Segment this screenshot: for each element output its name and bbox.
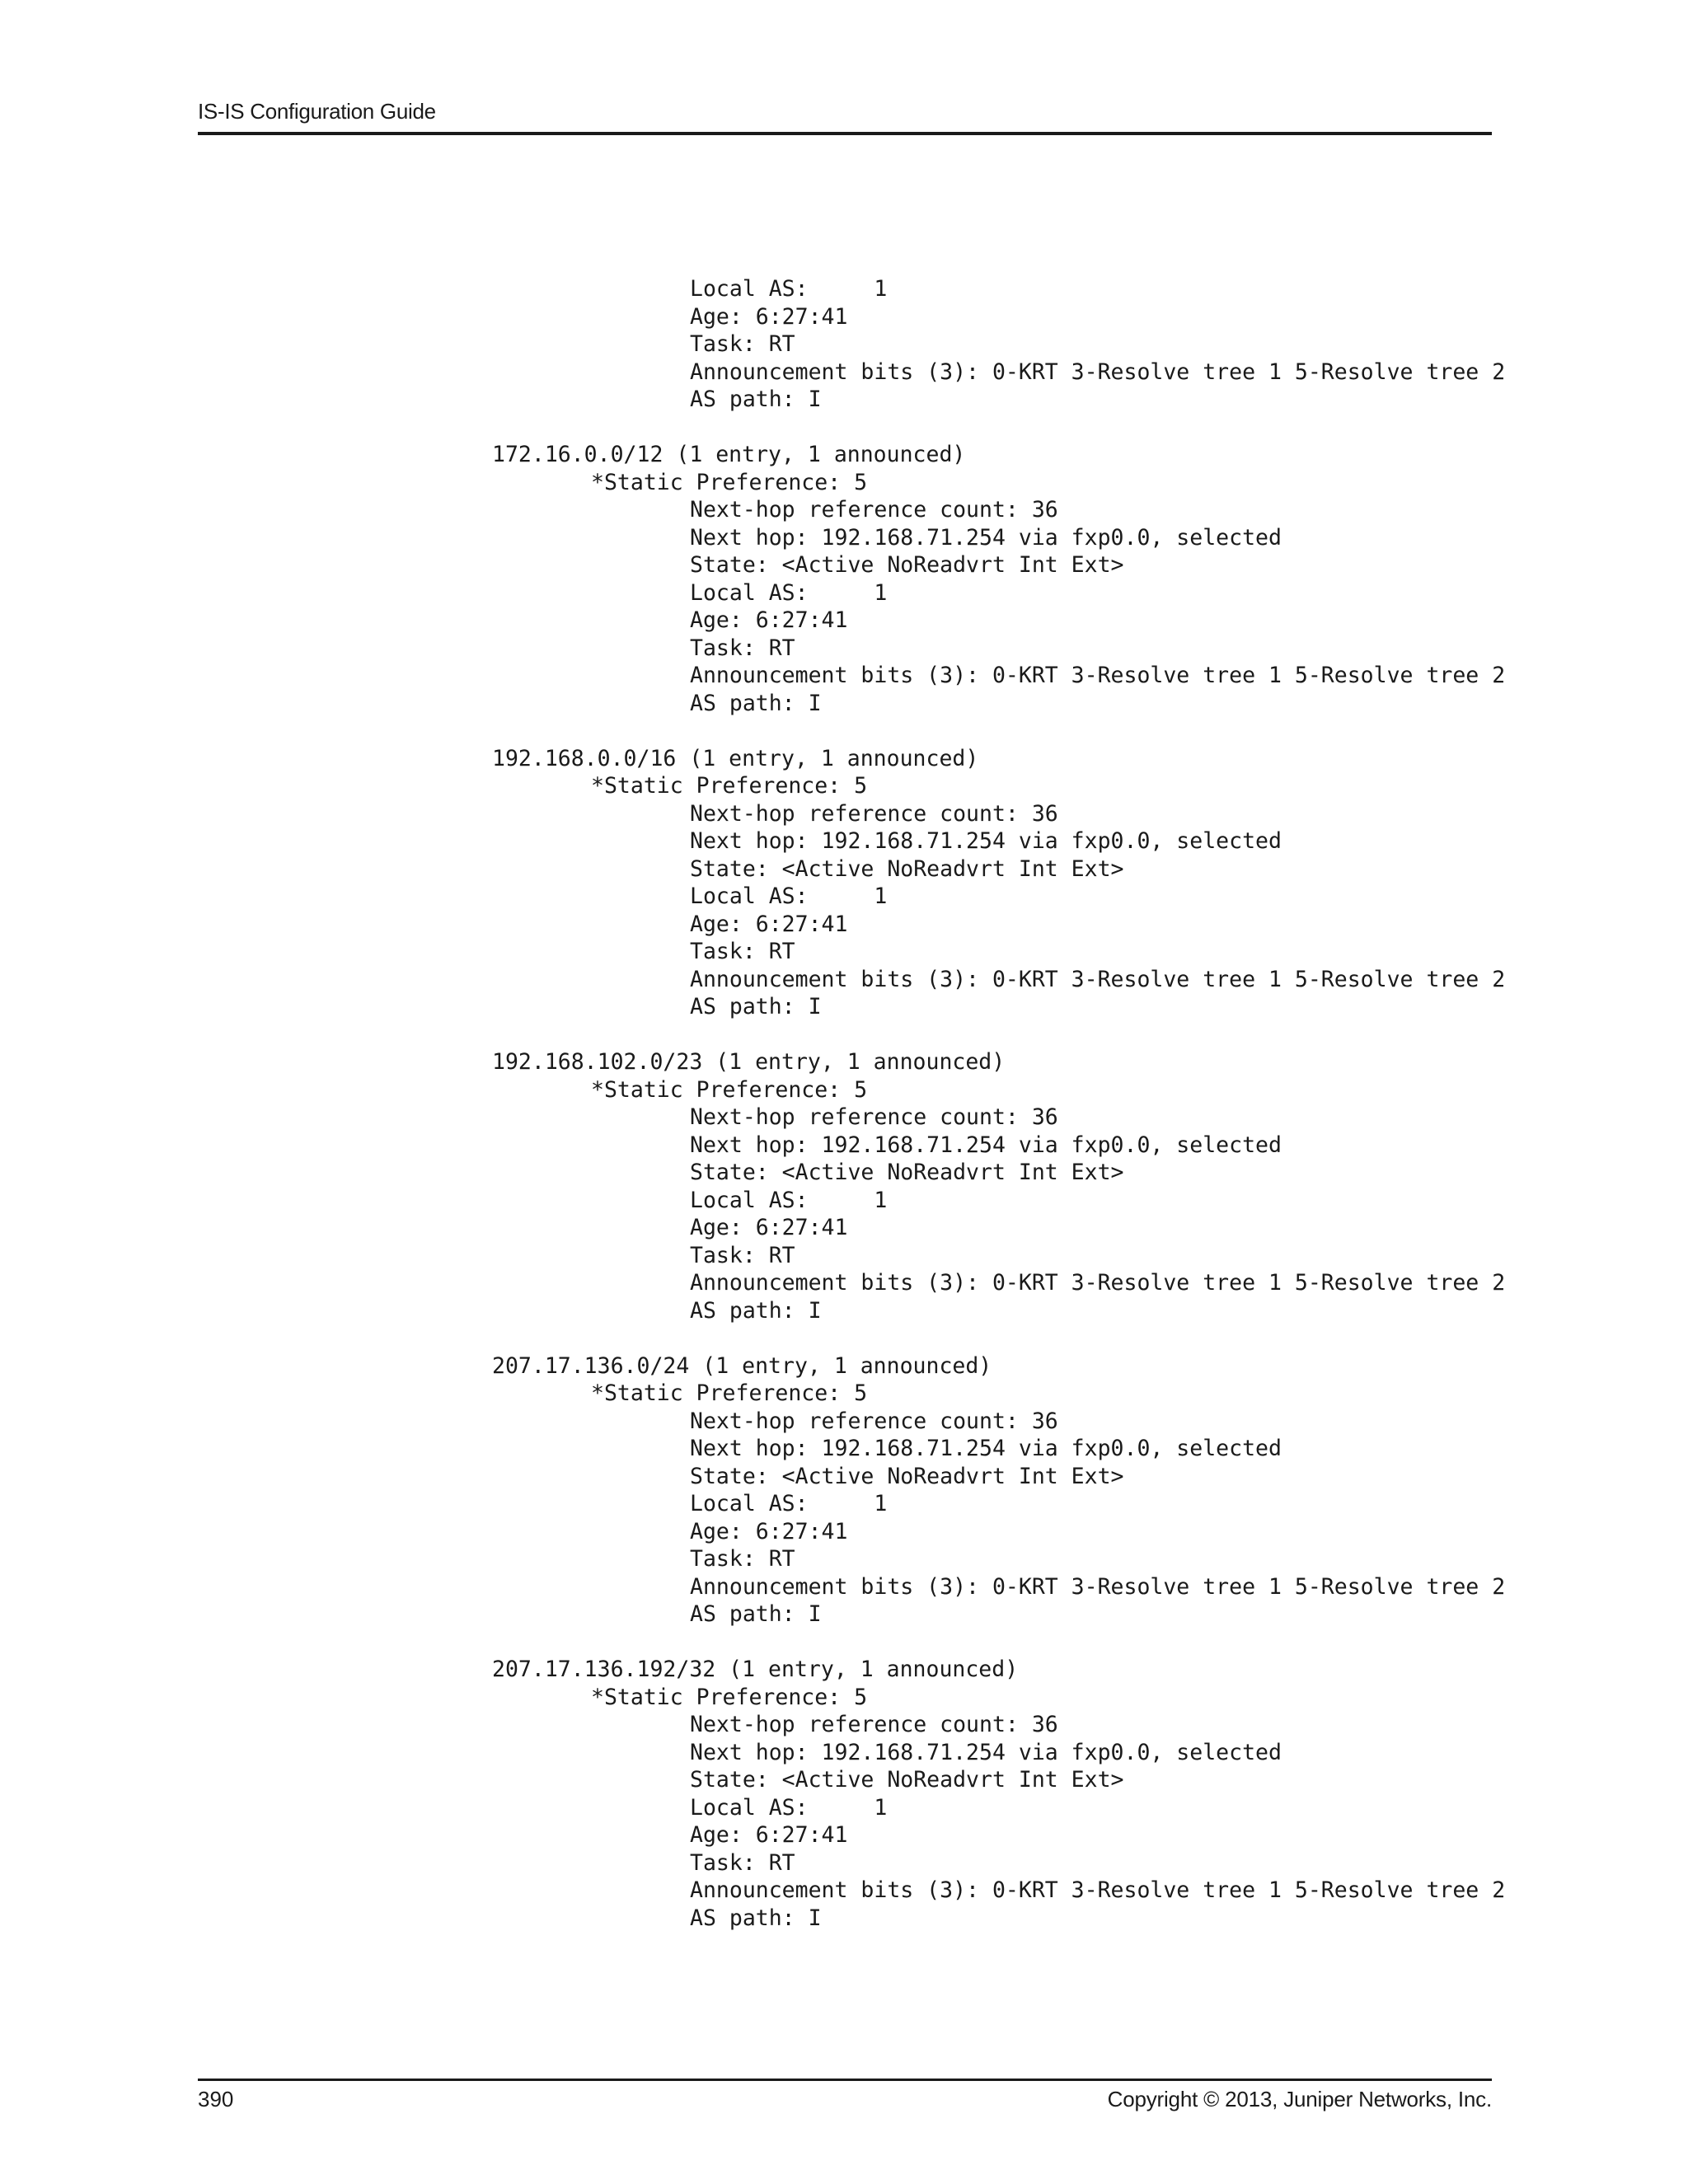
code-line-text: 192.168.0.0/16 (1 entry, 1 announced) xyxy=(492,745,979,771)
code-line-text: Next-hop reference count: 36 xyxy=(690,1712,1058,1737)
code-line-text: State: <Active NoReadvrt Int Ext> xyxy=(690,1463,1124,1489)
code-line xyxy=(0,855,1688,883)
code-line xyxy=(0,1518,1688,1546)
code-line xyxy=(0,745,1688,773)
code-line xyxy=(0,275,1688,303)
code-line-text: AS path: I xyxy=(690,1601,822,1627)
code-line-text: Task: RT xyxy=(690,1546,795,1572)
code-line-text: Announcement bits (3): 0-KRT 3-Resolve tree 1 5-Resolve tree 2 xyxy=(690,966,1506,992)
code-line-text: Next-hop reference count: 36 xyxy=(690,1104,1058,1130)
code-line-text: Next hop: 192.168.71.254 via fxp0.0, selected xyxy=(690,1436,1282,1461)
code-line-text: Age: 6:27:41 xyxy=(690,1215,848,1240)
code-line xyxy=(0,1324,1688,1352)
code-line xyxy=(0,1297,1688,1325)
code-line xyxy=(0,938,1688,966)
code-line-text: Next hop: 192.168.71.254 via fxp0.0, selected xyxy=(690,524,1282,551)
code-line xyxy=(0,911,1688,939)
code-line-text: AS path: I xyxy=(690,690,822,716)
code-line xyxy=(0,1435,1688,1463)
code-line-text: Age: 6:27:41 xyxy=(690,911,848,937)
running-header-title: IS-IS Configuration Guide xyxy=(198,99,436,124)
code-line xyxy=(0,1545,1688,1573)
code-line-text: Next-hop reference count: 36 xyxy=(690,1408,1058,1434)
code-line xyxy=(0,1684,1688,1712)
code-line-text: Task: RT xyxy=(690,939,795,964)
code-line xyxy=(0,469,1688,497)
code-line-text: AS path: I xyxy=(690,1905,822,1931)
code-line-text: Local AS: 1 xyxy=(690,1491,888,1516)
code-line-text: Announcement bits (3): 0-KRT 3-Resolve tree 1 5-Resolve tree 2 xyxy=(690,359,1506,385)
code-line xyxy=(0,386,1688,414)
code-line xyxy=(0,827,1688,855)
code-line xyxy=(0,1463,1688,1491)
code-line-text: Announcement bits (3): 0-KRT 3-Resolve tree 1 5-Resolve tree 2 xyxy=(690,1270,1506,1296)
code-line xyxy=(0,1021,1688,1049)
code-line-text: 192.168.102.0/23 (1 entry, 1 announced) xyxy=(492,1049,1006,1075)
code-line-text: Task: RT xyxy=(690,331,795,357)
code-line xyxy=(0,966,1688,994)
code-line-text: Local AS: 1 xyxy=(690,883,888,909)
code-line xyxy=(0,1214,1688,1242)
code-line-text: State: <Active NoReadvrt Int Ext> xyxy=(690,855,1124,882)
code-line-text: *Static Preference: 5 xyxy=(591,469,868,495)
code-line xyxy=(0,1380,1688,1408)
code-line-text: AS path: I xyxy=(690,994,822,1019)
code-line xyxy=(0,414,1688,442)
code-line-text: Next hop: 192.168.71.254 via fxp0.0, selected xyxy=(690,1739,1282,1765)
code-line xyxy=(0,1739,1688,1767)
code-line-text: Next-hop reference count: 36 xyxy=(690,497,1058,523)
code-line xyxy=(0,1048,1688,1076)
code-line xyxy=(0,635,1688,663)
code-line xyxy=(0,1408,1688,1436)
code-line xyxy=(0,1794,1688,1822)
code-line xyxy=(0,1159,1688,1187)
code-line xyxy=(0,441,1688,469)
code-line xyxy=(0,359,1688,387)
header-rule xyxy=(198,132,1492,135)
code-line xyxy=(0,1629,1688,1657)
code-line-text: State: <Active NoReadvrt Int Ext> xyxy=(690,1767,1124,1793)
code-line xyxy=(0,1132,1688,1160)
code-line xyxy=(0,717,1688,745)
code-line-text: State: <Active NoReadvrt Int Ext> xyxy=(690,552,1124,578)
code-line-text: State: <Active NoReadvrt Int Ext> xyxy=(690,1160,1124,1185)
code-line-text: Announcement bits (3): 0-KRT 3-Resolve tree 1 5-Resolve tree 2 xyxy=(690,663,1506,688)
copyright-notice: Copyright © 2013, Juniper Networks, Inc. xyxy=(1107,2087,1492,2111)
code-line xyxy=(0,607,1688,635)
code-line xyxy=(0,1242,1688,1270)
code-line-text: Age: 6:27:41 xyxy=(690,1518,848,1544)
code-line-text: 207.17.136.192/32 (1 entry, 1 announced) xyxy=(492,1657,1019,1682)
code-line xyxy=(0,1766,1688,1794)
code-line xyxy=(0,330,1688,359)
code-line xyxy=(0,883,1688,911)
code-line xyxy=(0,1490,1688,1518)
code-line-text: Task: RT xyxy=(690,1242,795,1268)
code-line-text: *Static Preference: 5 xyxy=(591,773,868,799)
code-line-text: Age: 6:27:41 xyxy=(690,1822,848,1848)
code-line xyxy=(0,551,1688,579)
code-line-text: *Static Preference: 5 xyxy=(591,1076,868,1103)
code-line-text: Local AS: 1 xyxy=(690,1794,888,1821)
code-line-text: 172.16.0.0/12 (1 entry, 1 announced) xyxy=(492,442,966,467)
code-line xyxy=(0,1601,1688,1629)
code-line xyxy=(0,1849,1688,1877)
code-line-text: Announcement bits (3): 0-KRT 3-Resolve tree 1 5-Resolve tree 2 xyxy=(690,1573,1506,1600)
code-line xyxy=(0,303,1688,331)
code-line-text: AS path: I xyxy=(690,1297,822,1324)
code-line-text: Next hop: 192.168.71.254 via fxp0.0, selected xyxy=(690,1132,1282,1158)
code-line xyxy=(0,1076,1688,1104)
code-line xyxy=(0,496,1688,524)
code-line-text: Age: 6:27:41 xyxy=(690,607,848,633)
code-line-text: Task: RT xyxy=(690,635,795,661)
cli-output-block xyxy=(0,275,1688,1932)
code-line xyxy=(0,1352,1688,1380)
code-line xyxy=(0,690,1688,718)
code-line-text: *Static Preference: 5 xyxy=(591,1380,868,1406)
code-line xyxy=(0,993,1688,1021)
code-line xyxy=(0,1711,1688,1739)
code-line xyxy=(0,1269,1688,1297)
code-line xyxy=(0,1573,1688,1601)
code-line xyxy=(0,1877,1688,1905)
code-line-text: Next-hop reference count: 36 xyxy=(690,800,1058,827)
code-line-text: *Static Preference: 5 xyxy=(591,1684,868,1710)
code-line-text: Next hop: 192.168.71.254 via fxp0.0, selected xyxy=(690,828,1282,854)
code-line-text: Local AS: 1 xyxy=(690,579,888,606)
code-line xyxy=(0,524,1688,552)
page-number: 390 xyxy=(198,2087,234,2111)
code-line xyxy=(0,772,1688,800)
code-line xyxy=(0,1104,1688,1132)
code-line-text: AS path: I xyxy=(690,387,822,412)
code-line-text: Age: 6:27:41 xyxy=(690,303,848,330)
code-line-text: Local AS: 1 xyxy=(690,1187,888,1213)
code-line-text: Task: RT xyxy=(690,1849,795,1876)
code-line-text: 207.17.136.0/24 (1 entry, 1 announced) xyxy=(492,1352,992,1379)
code-line xyxy=(0,1905,1688,1933)
code-line xyxy=(0,800,1688,828)
code-line xyxy=(0,662,1688,690)
code-line xyxy=(0,1656,1688,1684)
code-line xyxy=(0,579,1688,607)
code-line-text: Local AS: 1 xyxy=(690,276,888,302)
footer-rule xyxy=(198,2079,1492,2081)
code-line xyxy=(0,1821,1688,1849)
code-line xyxy=(0,1187,1688,1215)
code-line-text: Announcement bits (3): 0-KRT 3-Resolve tree 1 5-Resolve tree 2 xyxy=(690,1877,1506,1903)
